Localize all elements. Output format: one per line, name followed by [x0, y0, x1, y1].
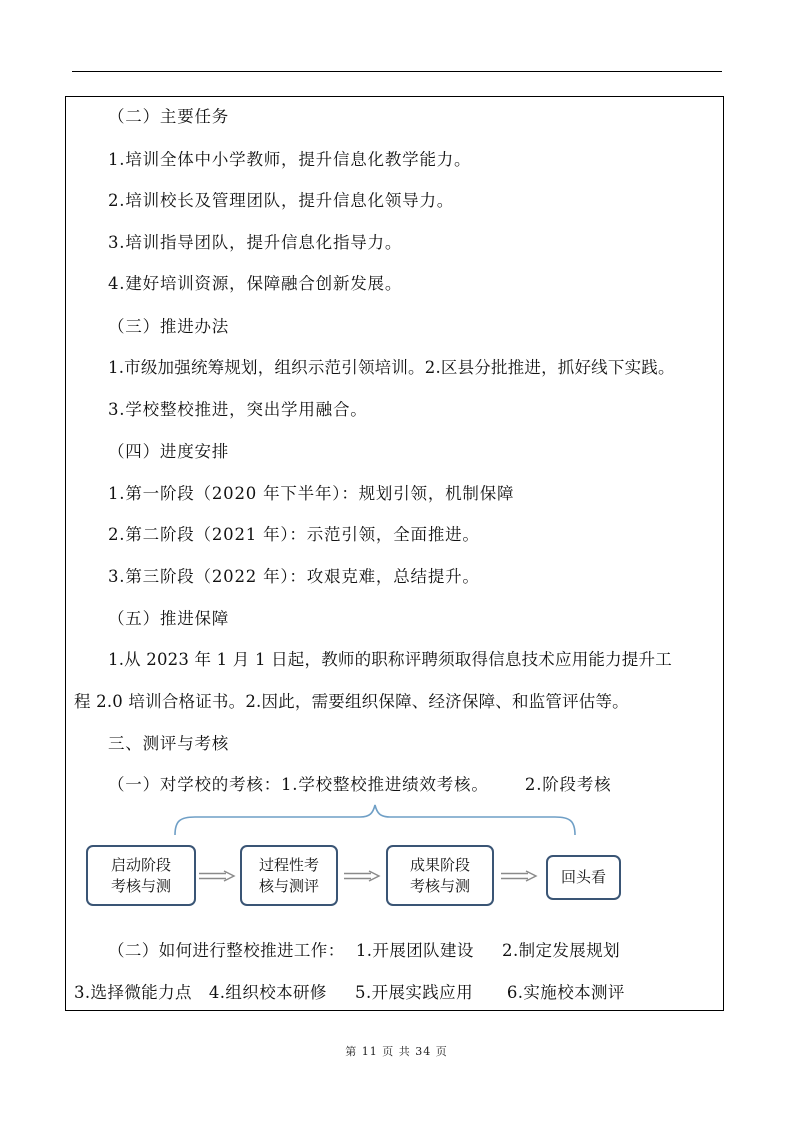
schedule-item: 1.第一阶段（2020 年下半年）：规划引领，机制保障 [108, 484, 515, 503]
schedule-item: 3.第三阶段（2022 年）：攻艰克难，总结提升。 [108, 567, 480, 586]
guarantee-line: 程 2.0 培训合格证书。2.因此，需要组织保障、经济保障、和监管评估等。 [74, 692, 629, 711]
flow-step-start: 启动阶段 考核与测 [86, 845, 196, 906]
double-arrow-icon [343, 870, 381, 882]
method-item: 3.学校整校推进，突出学用融合。 [108, 400, 368, 419]
schedule-item: 2.第二阶段（2021 年）：示范引领，全面推进。 [108, 525, 480, 544]
flow-step-process: 过程性考 核与测评 [240, 845, 338, 906]
task-item: 2.培训校长及管理团队，提升信息化领导力。 [108, 191, 455, 210]
brace-bracket [170, 803, 580, 837]
double-arrow-icon [500, 870, 538, 882]
method-item: 1.市级加强统筹规划，组织示范引领培训。2.区县分批推进，抓好线下实践。 [108, 358, 675, 377]
footer-prefix: 第 [345, 1045, 358, 1058]
school-assessment: （一）对学校的考核：1.学校整校推进绩效考核。 2.阶段考核 [108, 775, 612, 794]
task-item: 4.建好培训资源，保障融合创新发展。 [108, 274, 403, 293]
footer-suffix: 页 [435, 1045, 448, 1058]
whole-school-line: （二）如何进行整校推进工作： 1.开展团队建设 2.制定发展规划 [108, 941, 620, 960]
page-total: 34 [415, 1045, 432, 1058]
task-item: 3.培训指导团队，提升信息化指导力。 [108, 233, 403, 252]
page-footer [0, 1043, 793, 1059]
header-rule [72, 71, 722, 72]
footer-mid: 页 共 [382, 1045, 411, 1058]
whole-school-line: 3.选择微能力点 4.组织校本研修 5.开展实践应用 6.实施校本测评 [74, 983, 625, 1002]
guarantee-heading: （五）推进保障 [108, 609, 230, 628]
tasks-heading: （二）主要任务 [108, 107, 230, 126]
schedule-heading: （四）进度安排 [108, 442, 230, 461]
flow-step-review: 回头看 [546, 855, 621, 900]
page-number: 11 [361, 1045, 378, 1058]
guarantee-line: 1.从 2023 年 1 月 1 日起，教师的职称评聘须取得信息技术应用能力提升工 [108, 650, 672, 669]
task-item: 1.培训全体中小学教师，提升信息化教学能力。 [108, 150, 472, 169]
methods-heading: （三）推进办法 [108, 317, 230, 336]
evaluation-heading: 三、测评与考核 [108, 734, 230, 753]
flow-step-result: 成果阶段 考核与测 [386, 845, 494, 906]
double-arrow-icon [198, 870, 236, 882]
